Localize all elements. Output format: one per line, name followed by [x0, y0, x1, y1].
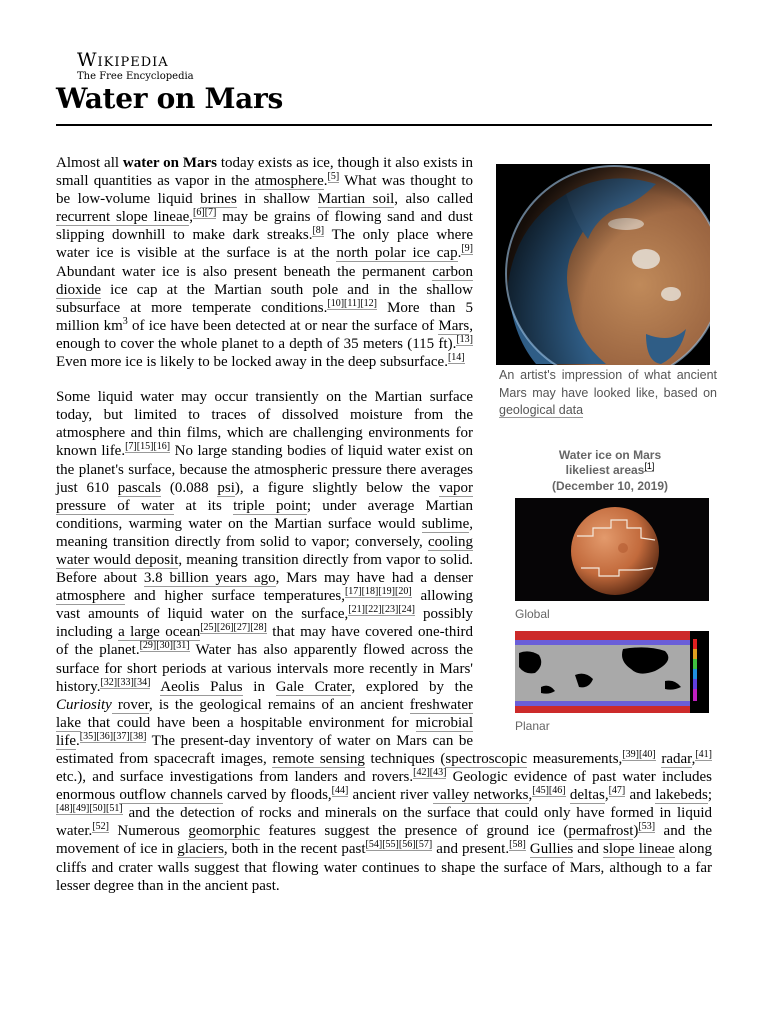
- citation[interactable]: [34]: [133, 676, 151, 688]
- bold-term: water on Mars: [122, 155, 217, 171]
- link[interactable]: a large ocean: [118, 624, 201, 641]
- link[interactable]: vapor pressure of water: [56, 479, 473, 514]
- citation[interactable]: [7]: [204, 207, 217, 219]
- citation[interactable]: [51]: [106, 803, 123, 815]
- link[interactable]: psi: [217, 479, 235, 496]
- figure1-caption: [499, 367, 717, 420]
- citation[interactable]: [48]: [56, 803, 73, 815]
- citation[interactable]: [44]: [331, 785, 349, 797]
- citation[interactable]: [49]: [72, 803, 90, 815]
- citation[interactable]: [6]: [193, 207, 205, 219]
- citation[interactable]: [31]: [172, 640, 190, 652]
- citation[interactable]: [14]: [447, 352, 465, 364]
- citation[interactable]: [10]: [327, 297, 345, 309]
- link[interactable]: recurrent slope lineae: [56, 209, 190, 226]
- link[interactable]: Gale Crater: [275, 678, 352, 695]
- link[interactable]: atmosphere: [56, 588, 126, 605]
- ice-title-line2: likeliest areas: [565, 463, 645, 477]
- link[interactable]: north polar ice cap: [336, 245, 458, 262]
- global-ice-image[interactable]: [515, 498, 709, 601]
- citation[interactable]: [58]: [509, 839, 526, 851]
- citation[interactable]: [32]: [100, 676, 118, 688]
- label-planar: Planar: [515, 719, 550, 734]
- citation[interactable]: [54]: [365, 839, 383, 851]
- link[interactable]: spectroscopic: [445, 751, 528, 767]
- link[interactable]: permafrost: [568, 823, 634, 840]
- link[interactable]: Mars: [438, 317, 470, 334]
- ice-title-line3: (December 10, 2019): [551, 478, 669, 493]
- link[interactable]: geomorphic: [188, 823, 260, 840]
- link[interactable]: rover: [111, 696, 149, 713]
- italic-term: Curiosity: [56, 696, 112, 713]
- citation[interactable]: [46]: [548, 785, 566, 797]
- link[interactable]: deltas: [569, 787, 605, 804]
- link[interactable]: remote sensing: [272, 751, 365, 767]
- link[interactable]: outflow channels: [119, 787, 223, 804]
- citation[interactable]: [5]: [327, 171, 340, 183]
- citation[interactable]: [28]: [250, 622, 267, 634]
- link[interactable]: brines: [200, 191, 237, 208]
- ice-title-line1: Water ice on Mars: [558, 447, 662, 462]
- ice-figure: [491, 448, 717, 736]
- wikipedia-wordmark: Wikipedia: [77, 49, 169, 71]
- citation[interactable]: [42]: [413, 767, 430, 779]
- citation[interactable]: [52]: [92, 821, 109, 833]
- link[interactable]: radar: [661, 751, 692, 767]
- citation[interactable]: [15]: [136, 441, 154, 453]
- citation[interactable]: [16]: [153, 441, 171, 453]
- ice-figure-title: [503, 448, 717, 495]
- page-title: Water on Mars: [56, 82, 283, 115]
- planar-ice-map[interactable]: [515, 631, 709, 713]
- link[interactable]: freshwater lake: [56, 696, 473, 731]
- link[interactable]: Martian soil: [317, 191, 395, 208]
- link[interactable]: Gullies: [529, 841, 574, 858]
- citation[interactable]: [17]: [344, 586, 362, 598]
- citation[interactable]: [22]: [364, 604, 382, 616]
- citation[interactable]: [9]: [461, 243, 474, 255]
- link[interactable]: carbon dioxide: [56, 263, 473, 298]
- citation[interactable]: [23]: [381, 604, 399, 616]
- citation[interactable]: [30]: [156, 640, 173, 652]
- link[interactable]: Aeolis Palus: [160, 678, 243, 695]
- citation[interactable]: [24]: [398, 604, 415, 616]
- link[interactable]: sublime: [421, 515, 470, 532]
- citation[interactable]: [57]: [415, 839, 433, 851]
- article-body: [56, 154, 717, 912]
- citation[interactable]: [13]: [456, 333, 473, 345]
- link-geological-data[interactable]: geological data: [499, 403, 584, 417]
- link[interactable]: pascals: [117, 479, 162, 496]
- wikipedia-tagline: The Free Encyclopedia: [77, 71, 194, 82]
- link[interactable]: 3.8 billion years ago: [143, 570, 276, 587]
- citation[interactable]: [35]: [79, 730, 97, 742]
- citation[interactable]: [53]: [638, 821, 656, 833]
- citation[interactable]: [29]: [139, 640, 157, 652]
- citation[interactable]: [26]: [216, 622, 234, 634]
- citation[interactable]: [43]: [429, 767, 447, 779]
- paragraph-1: Almost all water on Mars today exists as ice, though it also exists in small quantities as vapor in the atmosphere.[5] What was thought to be low-volume liquid brines in shallow Martian soil, also called recurrent slope lineae,[6][7] may be grains of flowing sand and dust slipping downhill to make dark streaks.[8] The only place where water ice is visible at the surface is at the north polar ice cap.[9] Abundant water ice is also present beneath the permanent carbon dioxide ice cap at the Martian south pole and in the shallow subsurface at more temperate conditions.[10][11][12] More than 5 million $km^3$ of ice have been detected at or near the surface of Mars, enough to cover the whole planet to a depth of 35 meters (115 ft).[13] Even more ice is likely to be locked away in the deep subsurface.[14]: [56, 155, 474, 371]
- citation[interactable]: [7]: [125, 441, 137, 453]
- link[interactable]: lakebeds: [655, 787, 708, 804]
- citation[interactable]: [19]: [378, 586, 395, 598]
- citation[interactable]: [27]: [233, 622, 251, 634]
- link[interactable]: atmosphere: [254, 173, 324, 190]
- citation[interactable]: [37]: [113, 730, 130, 742]
- figure1-caption-text: An artist's impression of what ancient Mars may have looked like, based on: [499, 368, 717, 400]
- citation[interactable]: [47]: [608, 785, 626, 797]
- paragraph-2: Some liquid water may occur transiently on the Martian surface today, but limited to traces of dissolved moisture from the atmosphere and thin films, which are challenging environments for known life.[7][15][16] No large standing bodies of liquid water exist on the planet's surface, because the atmospheric pressure there averages just 610 pascals (0.088 psi), a figure slightly below the vapor pressure of water at its triple point; under average Martian conditions, warming water on the Martian surface would sublime, meaning transition directly from solid to vapor; conversely, cooling water would deposit, meaning transition directly from vapor to solid. Before about 3.8 billion years ago, Mars may have had a denser atmosphere and higher surface temperatures,[17][18][19][20] allowing vast amounts of liquid water on the surface,[21][22][23][24] possibly including a large ocean[25][26][27][28] that may have covered one-third of the planet.[29][30][31] Water has also apparently flowed across the surface for short periods at various intervals more recently in Mars' history.[32][33][34] Aeolis Palus in Gale Crater, explored by the Curiosity rover, is the geological remains of an ancient freshwater lake that could have been a hospitable environment for microbial life.[35][36][37][38] The present-day inventory of water on Mars can be estimated from spacecraft images, remote sensing techniques (spectroscopic measurements,[39][40] radar,[41] etc.), and surface investigations from landers and rovers.[42][43] Geologic evidence of past water includes enormous outflow channels carved by floods,[44] ancient river valley networks,[45][46] deltas,[47] and lakebeds;[48][49][50][51] and the detection of rocks and minerals on the surface that could only have formed in liquid water.[52] Numerous geomorphic features suggest the presence of ground ice (permafrost)[53] and the movement of ice in glaciers, both in the recent past[54][55][56][57] and present.[58] Gullies and slope lineae along cliffs and crater walls suggest that flowing water continues to shape the surface of Mars, although to a far lesser degree than in the ancient past.: [56, 389, 713, 894]
- ancient-mars-image[interactable]: [496, 164, 710, 365]
- citation[interactable]: [41]: [695, 749, 713, 760]
- link[interactable]: microbial life: [56, 714, 473, 749]
- citation[interactable]: [55]: [382, 839, 399, 851]
- ref-1[interactable]: [1]: [644, 461, 655, 471]
- citation[interactable]: [39]: [622, 749, 639, 760]
- wikipedia-logo[interactable]: [77, 50, 194, 83]
- citation[interactable]: [50]: [89, 803, 107, 815]
- citation[interactable]: [25]: [200, 622, 217, 634]
- citation[interactable]: [21]: [348, 604, 365, 616]
- link[interactable]: slope lineae: [603, 841, 675, 858]
- citation[interactable]: [8]: [312, 225, 325, 237]
- link[interactable]: valley networks: [432, 787, 529, 804]
- title-divider: [56, 124, 712, 126]
- citation[interactable]: [45]: [532, 785, 549, 797]
- link[interactable]: glaciers: [177, 841, 224, 858]
- citation[interactable]: [20]: [394, 586, 412, 598]
- link[interactable]: triple point: [233, 497, 307, 514]
- link[interactable]: deposit: [135, 551, 179, 568]
- citation[interactable]: [36]: [96, 730, 114, 742]
- link[interactable]: cooling water would: [56, 533, 473, 568]
- infobox: [491, 164, 717, 735]
- citation[interactable]: [38]: [129, 730, 147, 742]
- citation[interactable]: [56]: [398, 839, 416, 851]
- citation[interactable]: [12]: [360, 297, 378, 309]
- citation[interactable]: [33]: [117, 676, 134, 688]
- citation[interactable]: [18]: [361, 586, 379, 598]
- citation[interactable]: [40]: [638, 749, 656, 760]
- citation[interactable]: [11]: [344, 297, 361, 309]
- label-global: Global: [515, 607, 550, 621]
